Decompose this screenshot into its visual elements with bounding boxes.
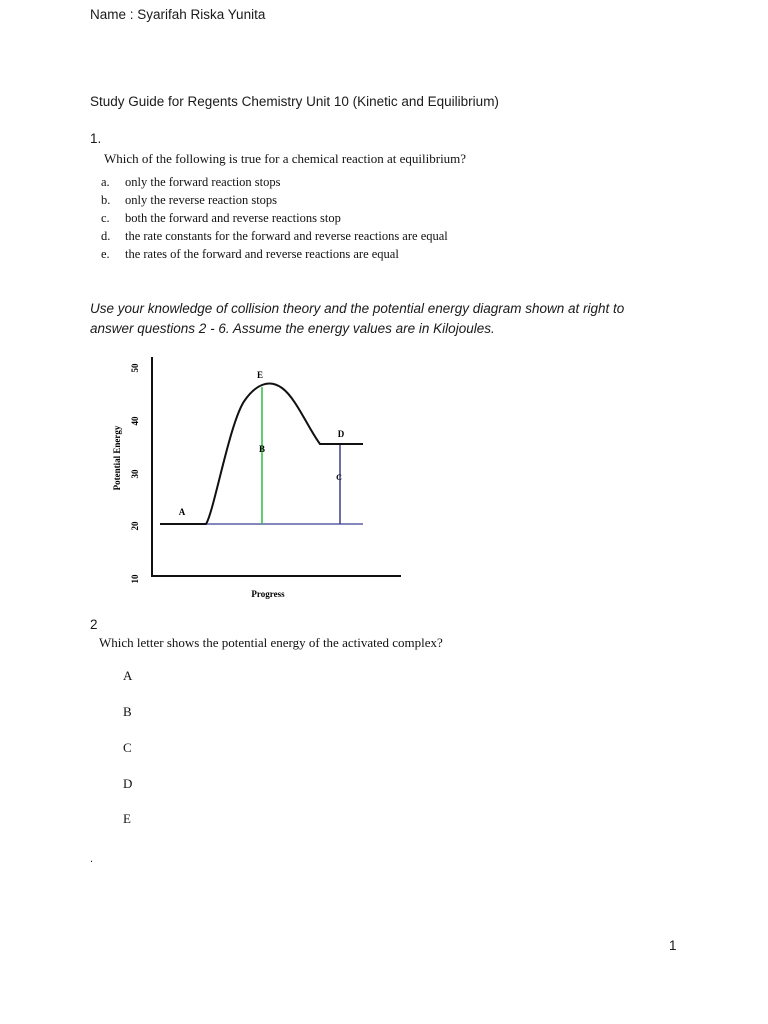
page-title: Study Guide for Regents Chemistry Unit 10 (Kinetic and Equilibrium) bbox=[90, 94, 499, 109]
choice-e[interactable]: E bbox=[123, 811, 131, 826]
question-2-text: Which letter shows the potential energy of the activated complex? bbox=[99, 635, 443, 650]
option-text: only the reverse reaction stops bbox=[125, 193, 278, 207]
instructions-line-1: Use your knowledge of collision theory and the potential energy diagram shown at right to bbox=[90, 301, 625, 316]
option-letter: e. bbox=[101, 247, 110, 261]
y-tick-10: 10 bbox=[130, 574, 140, 584]
choice-a[interactable]: A bbox=[123, 668, 133, 683]
y-tick-20: 20 bbox=[130, 521, 140, 531]
y-tick-30: 30 bbox=[130, 469, 140, 479]
label-a: A bbox=[178, 507, 186, 517]
option-letter: d. bbox=[101, 229, 111, 243]
option-letter: c. bbox=[101, 211, 110, 225]
student-name: Name : Syarifah Riska Yunita bbox=[90, 7, 266, 22]
question-1-number: 1. bbox=[90, 131, 102, 146]
page-number: 1 bbox=[669, 938, 677, 953]
label-e: E bbox=[256, 370, 264, 380]
option-letter: b. bbox=[101, 193, 111, 207]
x-axis-label: Progress bbox=[251, 589, 285, 599]
choice-c[interactable]: C bbox=[123, 740, 132, 755]
instructions-line-2: answer questions 2 - 6. Assume the energy values are in Kilojoules. bbox=[90, 321, 495, 336]
label-c: C bbox=[336, 473, 342, 482]
option-text: the rate constants for the forward and reverse reactions are equal bbox=[125, 229, 448, 243]
label-d: D bbox=[337, 429, 345, 439]
choice-b[interactable]: B bbox=[123, 704, 132, 719]
question-2-number: 2 bbox=[90, 617, 98, 632]
option-text: the rates of the forward and reverse reactions are equal bbox=[125, 247, 399, 261]
label-b: B bbox=[258, 444, 266, 454]
stray-dot: . bbox=[90, 853, 94, 865]
option-text: only the forward reaction stops bbox=[125, 175, 281, 189]
choice-d[interactable]: D bbox=[123, 776, 133, 791]
y-tick-50: 50 bbox=[130, 363, 140, 373]
option-text: both the forward and reverse reactions stop bbox=[125, 211, 341, 225]
option-letter: a. bbox=[101, 175, 110, 189]
y-tick-40: 40 bbox=[130, 416, 140, 426]
y-axis-label: Potential Energy bbox=[112, 425, 122, 491]
question-1-text: Which of the following is true for a chemical reaction at equilibrium? bbox=[104, 151, 467, 166]
